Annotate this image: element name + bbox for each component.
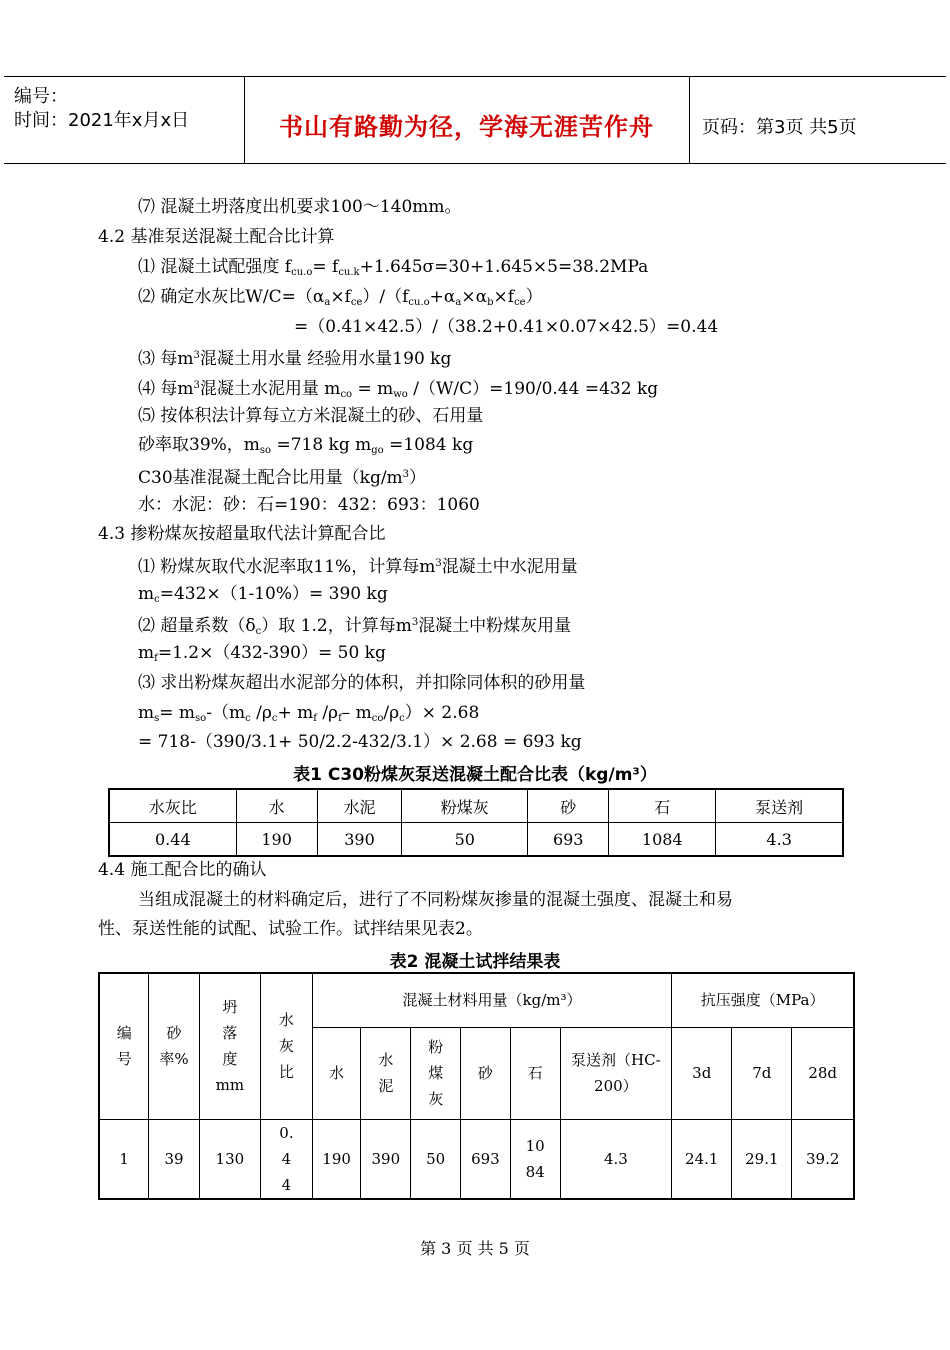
text-line: ⑶ 求出粉煤灰超出水泥部分的体积，并扣除同体积的砂用量 <box>138 673 586 693</box>
text-line: ⑺ 混凝土坍落度出机要求100～140mm。 <box>138 197 462 217</box>
number-label: 编号： <box>14 86 68 107</box>
table-cell: 50 <box>411 1119 461 1199</box>
table-cell: 39 <box>149 1119 199 1199</box>
table-header-cell: 水泥 <box>361 1027 411 1119</box>
header-page-label: 页码：第3页 共5页 <box>702 117 857 138</box>
table-header-cell: 混凝土材料用量（kg/m³） <box>312 973 671 1027</box>
page-header <box>4 76 946 164</box>
page-footer: 第 3 页 共 5 页 <box>420 1239 530 1258</box>
table-cell: 24.1 <box>672 1119 732 1199</box>
formula-line: = 718-（390/3.1+ 50/2.2-432/3.1）× 2.68 = 693 kg <box>138 732 582 752</box>
paragraph-line: 性、泵送性能的试配、试验工作。试拌结果见表2。 <box>98 919 483 939</box>
formula-line: =（0.41×42.5）/（38.2+0.41×0.07×42.5）=0.44 <box>294 317 719 337</box>
table-header-cell: 泵送剂 <box>716 789 843 823</box>
table-header-cell: 水 <box>236 789 317 823</box>
table-header-cell: 泵送剂（HC-200） <box>560 1027 672 1119</box>
table-header-cell: 水 <box>312 1027 361 1119</box>
table-cell: 50 <box>402 823 528 857</box>
table-cell: 390 <box>317 823 402 857</box>
section-heading: 4.3 掺粉煤灰按超量取代法计算配合比 <box>98 524 386 544</box>
table-cell: 693 <box>461 1119 511 1199</box>
table-header-cell: 水灰比 <box>109 789 236 823</box>
text-line: 水：水泥：砂：石=190：432：693：1060 <box>138 495 480 515</box>
table-row <box>99 1119 854 1199</box>
table-cell: 29.1 <box>732 1119 792 1199</box>
table-cell: 190 <box>236 823 317 857</box>
table-cell: 39.2 <box>792 1119 854 1199</box>
text-line: ⑵ 超量系数$(\delta_c)$取 1.2，计算每$m^3$混凝土中粉煤灰用量 <box>138 616 572 637</box>
formula-line: 砂率取39%，$m_{so} =718$ kg $m_{go} =1084$ kg <box>138 435 474 456</box>
table-header-row <box>99 973 854 1027</box>
table-header-cell: 水泥 <box>317 789 402 823</box>
table-cell: 4.3 <box>716 823 843 857</box>
table-header-cell: 水灰比 <box>261 973 313 1119</box>
table-header-cell: 石 <box>609 789 716 823</box>
paragraph-line: 当组成混凝土的材料确定后，进行了不同粉煤灰掺量的混凝土强度、混凝土和易 <box>138 890 733 910</box>
table-cell: 1 <box>99 1119 149 1199</box>
table-header-cell: 28d <box>792 1027 854 1119</box>
table-header-cell: 粉煤灰 <box>402 789 528 823</box>
header-motto: 书山有路勤为径，学海无涯苦作舟 <box>279 113 654 141</box>
table-cell: 190 <box>312 1119 361 1199</box>
table-header-cell: 砂率% <box>149 973 199 1119</box>
text-line: C30基准混凝土配合比用量$(kg/m^3)$ <box>138 468 427 488</box>
table-cell: 1084 <box>609 823 716 857</box>
table-header-cell: 石 <box>510 1027 560 1119</box>
text-line: ⑸ 按体积法计算每立方米混凝土的砂、石用量 <box>138 406 484 426</box>
table-header-cell: 编号 <box>99 973 149 1119</box>
table-cell: 390 <box>361 1119 411 1199</box>
table-header-cell: 7d <box>732 1027 792 1119</box>
table2 <box>98 972 855 1200</box>
table-header-cell: 坍落度mm <box>199 973 260 1119</box>
table-header-cell: 粉煤灰 <box>411 1027 461 1119</box>
table-header-cell: 3d <box>672 1027 732 1119</box>
table-cell: 693 <box>528 823 609 857</box>
text-line: ⑴ 粉煤灰取代水泥率取11%，计算每$m^3$混凝土中水泥用量 <box>138 557 578 577</box>
table-cell: 1084 <box>510 1119 560 1199</box>
table2-caption: 表2 混凝土试拌结果表 <box>389 952 561 972</box>
table-header-cell: 抗压强度（MPa） <box>672 973 854 1027</box>
text-line: ⑶ 每$m^3$混凝土用水量 经验用水量190 kg <box>138 349 452 369</box>
table1 <box>108 788 844 857</box>
formula-line: $m_c=432\times(1-10\%)= 390$ kg <box>138 584 388 605</box>
table-header-cell: 砂 <box>528 789 609 823</box>
formula-line: ⑵ 确定水灰比$W/C=(\alpha_a\times f_{ce})/(f_{cu.o}+\alpha_a\times\alpha_b\times f_{ce})$ <box>138 287 543 308</box>
table-header-row <box>109 789 843 823</box>
time-label: 时间：2021年x月x日 <box>14 110 190 131</box>
formula-line: $m_s= m_{so}-(m_c$ $/\rho_c+ m_f$ $/\rho_f-$ $m_{co}/\rho_c)\times 2.68$ <box>138 703 480 724</box>
table-cell: 4.3 <box>560 1119 672 1199</box>
table-cell: 130 <box>199 1119 260 1199</box>
header-divider <box>689 77 690 163</box>
table-header-cell: 砂 <box>461 1027 511 1119</box>
formula-line: ⑴ 混凝土试配强度 $f_{cu.o}= f_{cu.k}+1.645\sigma=30+1.645\times 5=38.2MPa$ <box>138 257 649 278</box>
section-heading: 4.4 施工配合比的确认 <box>98 860 267 880</box>
table1-caption: 表1 C30粉煤灰泵送混凝土配合比表（kg/m³） <box>293 765 657 785</box>
formula-line: $m_f=1.2\times(432-390)= 50$ kg <box>138 643 386 664</box>
table-row <box>109 823 843 857</box>
formula-line: ⑷ 每$m^3$混凝土水泥用量 $m_{co} = m_{wo}$ /（W/C）=190/0.44 =432 kg <box>138 379 659 400</box>
table-cell: 0.44 <box>261 1119 313 1199</box>
section-heading: 4.2 基准泵送混凝土配合比计算 <box>98 227 335 247</box>
table-cell: 0.44 <box>109 823 236 857</box>
header-meta <box>14 85 244 133</box>
